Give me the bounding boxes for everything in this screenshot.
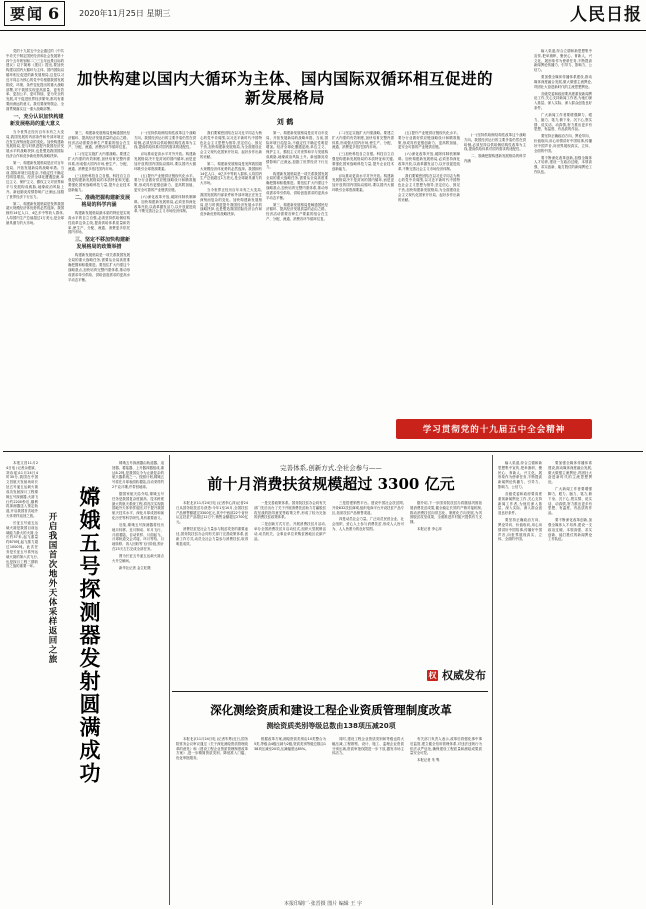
section-divider	[3, 451, 643, 452]
paragraph: 构建新发展格局最本质的特征是实现高水平的自立自强,必须坚持供给侧结构性改革这条主线,提高供给体系质量和效率,使生产、分配、流通、消费更多依托国内市场。	[68, 211, 130, 235]
paragraph: 要不断深化改革创新,加强全媒体人才培养,建设一支政治过硬、本领高强、求实创新、能打胜仗的新闻舆论工作队伍。	[548, 518, 592, 542]
paragraph: 我们要紧密团结在以习近平同志为核心的党中央周围,以习近平新时代中国特色社会主义思想为指导,坚定信心、鼓足干劲,加快构建新发展格局,为全面建设社会主义现代化国家开好局、起好步作出新的贡献。	[398, 173, 460, 202]
section-badge	[4, 1, 65, 26]
paragraph: (五)提升产业链供应链现代化水平。要分行业做好供应链战略设计和精准施策,形成具有更强创新力、更高附加值、更安全可靠的产业链供应链。	[134, 173, 196, 193]
sub-heading: 三、坚定不移加快构建新发展格局的政策举措	[75, 237, 130, 251]
paragraph: 后续,嫦娥五号探测器将经历地月转移、近月制动、环月飞行、月面着陆、自动采样、月面起飞、月球轨道交会对接、环月等待、月地转移、再入回收等飞行阶段,预计在23天左右完成全部任务。	[112, 522, 164, 552]
paragraph: 当今世界正经历百年未有之大变局,我国发展的内部条件和外部环境正在发生深刻而复杂的变化。加快构建新发展格局,是与时俱进提升我国经济发展水平的战略抉择,也是塑造我国国际经济合作和竞争新优势的战略抉择。	[6, 129, 64, 159]
paragraph: 四是动员社会力量。广泛动员民营企业、社会组织、爱心人士参与消费扶贫,形成人人皆可为、人人皆愿为的良好氛围。	[332, 517, 404, 532]
paragraph: 要加强全媒体传播体系建设,推动媒体深度融合发展,做大做强主流舆论,巩固壮大奋进新时代的主流思想舆论。	[548, 461, 592, 485]
paragraph: 嫦娥五号探测器由轨道器、返回器、着陆器、上升器四器组成,重达8.2吨,是我国迄今为止最复杂的航天器系统之一。按照计划,嫦娥五号将在月球表面软着陆,自动采样约2千克月壤,并带回地球。	[112, 461, 164, 490]
poverty-column-4	[410, 501, 482, 661]
bottom-right-column-1	[498, 461, 542, 891]
authority-release-badge	[427, 667, 486, 683]
paragraph: (六)深化改革开放,破除体制机制障碍。加快构建新发展格局,必须坚持深化改革开放,以改革激发活力,以开放促进改革,不断完善社会主义市场经济体制。	[398, 152, 460, 171]
paragraph: 本报文昌11月24日电 (记者余建斌、刘诗瑶)11月24日4时30分,我国在中国文昌航天发射场用长征五号遥五运载火箭成功发射探月工程嫦娥五号探测器,火箭飞行约2200秒后,顺利将探测器送入预定轨道,开启我国首次地外天体采样返回之旅。	[6, 461, 38, 519]
red-banner: 学习贯彻党的十九届五中全会精神	[396, 419, 592, 439]
paragraph: (四)推动更高水平对外开放。构建新发展格局决不是封闭的国内循环,而是更加开放的国内国际双循环,要以国内大循环吸引全球资源要素。	[134, 152, 196, 171]
section-label: 要闻	[10, 5, 45, 23]
lead-column-6	[332, 131, 394, 444]
bottom-right-column-2	[548, 461, 592, 891]
paragraph: 二、准确把握构建新发展格局的科学内涵	[464, 154, 526, 164]
lead-column-8	[464, 131, 526, 401]
lead-column-4	[200, 131, 262, 444]
masthead	[0, 0, 646, 31]
paragraph: 消费扶贫是社会力量参与脱贫攻坚的重要途径,国务院扶贫办会同有关部门完善政策体系,创新工作方式,动员全社会力量参与消费扶贫,取得明显成效。	[176, 527, 248, 546]
paragraph: 长征五号遥五运载火箭是我国目前运载能力最大的火箭,全长约57米,起飞重量约870吨,起飞推力超过1000吨。此次任务是长征五号系列运载火箭的第六次飞行,也是探月工程三期收官之战的重要一环。	[6, 520, 38, 569]
column-rule-right	[492, 455, 493, 905]
authority-label: 权威发布	[442, 669, 486, 682]
sub-heading: 二、准确把握构建新发展格局的科学内涵	[75, 194, 130, 209]
lead-column-5	[266, 131, 328, 444]
paragraph: 输入渠道,综合立德和新思想集中宣传,把举旗帜、聚民心、育新人、兴文化、展形象作为使命任务,不断提高新闻舆论传播力、引导力、影响力、公信力。	[534, 49, 592, 73]
paragraph: 根据改革方案,测绘资质类别由10类整合为5类,等级由4级压减为2级,资质类别等级总数由138项压减至20项,压减幅度达85%。	[254, 737, 326, 751]
page-footer-credit: 本报印刷厂·张晋摄 图片 编辑 王 宇	[284, 901, 362, 907]
lead-column-7	[398, 131, 460, 444]
survey-column-3	[332, 737, 404, 897]
poverty-kicker: 完善体系,创新方式,全社会参与——	[280, 464, 382, 472]
paper-name: 人民日报	[570, 5, 642, 25]
survey-column-2	[254, 737, 326, 897]
paragraph: (六)深化改革开放,破除体制机制障碍。加快构建新发展格局,必须坚持深化改革开放,以改革激发活力,以开放促进改革,不断完善社会主义市场经济体制。	[134, 194, 196, 214]
paragraph: 各级党委和政府要高度重视新闻舆论工作,关心支持新闻工作者,为他们深入基层、深入实际、深入群众创造良好条件。	[498, 491, 542, 516]
change-vertical-title: 嫦娥五号探测器发射圆满成功	[77, 486, 102, 785]
paragraph: 我们要紧密团结在以习近平同志为核心的党中央周围,以习近平新时代中国特色社会主义思想为指导,坚定信心、鼓足干劲,加快构建新发展格局,为全面建设社会主义现代化国家开好局、起好步作出新的贡献。	[200, 131, 262, 160]
paragraph: 要不断深化改革创新,加强全媒体人才培养,建设一支政治过硬、本领高强、求实创新、能打胜仗的新闻舆论工作队伍。	[534, 155, 592, 175]
byline: 本报记者 朱 隽	[417, 758, 440, 763]
paragraph: (三)加快科技自立自强。科技自立自强是构建新发展格局的本质特征和关键,要强化国家战略科技力量,提升企业技术创新能力。	[68, 173, 130, 193]
paragraph: 构建新发展格局是一项关系我国发展全局的重大战略任务,需要从全局高度准确把握和积极推进。要扭住扩大内需这个战略基点,加快培育完整内需体系,推动形成需求牵引供给、供给创造需求的更高水平动态平衡。	[68, 253, 130, 282]
paragraph: 有关部门负责人表示,改革后将强化事中事后监管,建立健全信用管理体系,对违法违规行为依法从严惩处,确保建设工程质量和测绘成果质量安全可控。	[410, 737, 482, 756]
sub-heading: 一、充分认识加快构建新发展格局的重大意义	[9, 113, 64, 127]
change-column-2	[112, 461, 164, 891]
change-vertical-subtitle: 开启我国首次地外天体采样返回之旅	[47, 512, 57, 664]
page-body	[0, 31, 646, 909]
byline: 本报记者 李心萍	[417, 527, 442, 532]
lead-column-2	[68, 131, 130, 444]
survey-column-1	[176, 737, 248, 897]
paragraph: 要坚持正确政治方向、舆论导向、价值取向,用心用情讲好中国故事,传播好中国声音,向世界展现真实、立体、全面的中国。	[534, 134, 592, 153]
survey-column-4	[410, 737, 482, 887]
section-number: 6	[48, 4, 60, 23]
paragraph: 三是搭建销售平台。建设中国社会扶贫网,开设832扶贫商城,组织电商平台开设扶贫产品专区,拓宽扶贫产品销售渠道。	[332, 501, 404, 515]
lead-column-3	[134, 131, 196, 444]
poverty-column-3	[332, 501, 404, 683]
paragraph: (二)坚定实施扩大内需战略。要建立扩大内需的有效制度,加快培育完整内需体系,形成强大国内市场,使生产、分配、流通、消费更多依托国内市场。	[68, 152, 130, 171]
paragraph: 第二、构建新发展格局是发挥我国超大规模经济体优势的必然选择。我国拥有14亿人口、4亿多中等收入群体,人均国内生产总值超过1万美元,是全球最具潜力的大市场。	[200, 161, 262, 186]
lead-column-1	[6, 49, 64, 444]
paragraph: (三)加快科技自立自强。科技自立自强是构建新发展格局的本质特征和关键,要强化国家战略科技力量,提升企业技术创新能力。	[332, 152, 394, 171]
paragraph: 广大新闻工作者要增强脚力、眼力、脑力、笔力,俯下身、沉下心,察实情、说实话、动真情,努力推出更多有思想、有温度、有品质的作品。	[548, 487, 592, 516]
change-column-1	[6, 461, 38, 891]
paragraph: (五)提升产业链供应链现代化水平。要分行业做好供应链战略设计和精准施策,形成具有更强创新力、更高附加值、更安全可靠的产业链供应链。	[398, 131, 460, 150]
paragraph: 党的十九届五中全会通过的《中共中央关于制定国民经济和社会发展第十四个五年规划和二〇三五年远景目标的建议》以下简称《建议》提出,要加快构建以国内大循环为主体、国内国际双循环相互促进的新发展格局,这是以习近平同志为核心的党中央根据我国发展阶段、环境、条件变化提出的重大战略部署,对于我国实现更高质量、更有效率、更加公平、更可持续、更为安全的发展,对于促进世界经济繁荣,都具有重要而深远的意义。我们要深刻领会、全面贯彻落实这一重大战略部署。	[6, 49, 64, 111]
paragraph: 第三、构建新发展格局是畅通国民经济循环、提高经济发展质量的必由之路。经济活动需要各种生产要素的组合在生产、分配、流通、消费各环节循环往复。	[68, 131, 130, 150]
paragraph: 输入渠道,综合立德和新思想集中宣传,把举旗帜、聚民心、育新人、兴文化、展形象作为使命任务,不断提高新闻舆论传播力、引导力、影响力、公信力。	[498, 461, 542, 490]
paragraph: 第一、构建新发展格局是应对百年变局、开拓发展新局的战略举措。当前,国际环境日趋复杂,不稳定性不确定性明显增加。经济全球化遭遇逆流,单边主义、保护主义、霸权主义对世界和平与发展构成威胁,地缘政治风险上升。新冠肺炎疫情影响广泛深远,加剧了世界经济下行压力。	[266, 131, 328, 169]
paragraph: 本报北京11月24日电 (记者朱隽)近日,国务院常务会议审议通过《关于深化测绘资质管理改革的意见》和《建设工程企业资质管理制度改革方案》,进一步精简资质类别、降低准入门槛、优化审批服务。	[176, 737, 248, 761]
paragraph: 一是完善政策体系。国务院扶贫办会同有关部门先后出台了关于开展消费扶贫助力打赢脱贫攻坚战的指导意见等政策文件,形成了较为完备的消费扶贫政策体系。	[254, 501, 326, 520]
paragraph: 当今世界正经历百年未有之大变局,我国发展的内部条件和外部环境正在发生深刻而复杂的变化。加快构建新发展格局,是与时俱进提升我国经济发展水平的战略抉择,也是塑造我国国际经济合作和竞争新优势的战略抉择。	[200, 188, 262, 217]
paragraph: 广大新闻工作者要增强脚力、眼力、脑力、笔力,俯下身、沉下心,察实情、说实话、动真情,努力推出更多有思想、有温度、有品质的作品。	[534, 112, 592, 132]
survey-subheadline: 测绘资质类别等级总数由138项压减20项	[266, 722, 396, 730]
paragraph: 第二、构建新发展格局是发挥我国超大规模经济体优势的必然选择。我国拥有14亿人口、4亿多中等收入群体,人均国内生产总值超过1万美元,是全球最具潜力的大市场。	[6, 201, 64, 225]
poverty-column-1	[176, 501, 248, 683]
paragraph: 第三、构建新发展格局是畅通国民经济循环、提高经济发展质量的必由之路。经济活动需要各种生产要素的组合在生产、分配、流通、消费各环节循环往复。	[266, 202, 328, 222]
mid-divider	[172, 691, 488, 692]
paragraph: 各级党委和政府要高度重视新闻舆论工作,关心支持新闻工作者,为他们深入基层、深入实际、深入群众创造良好条件。	[534, 91, 592, 111]
paragraph: 第一、构建新发展格局是应对百年变局、开拓发展新局的战略举措。当前,国际环境日趋复杂,不稳定性不确定性明显增加。经济全球化遭遇逆流,单边主义、保护主义、霸权主义对世界和平与发展构成威胁,地缘政治风险上升。新冠肺炎疫情影响广泛深远,加剧了世界经济下行压力。	[6, 160, 64, 199]
paragraph: 本报北京11月24日电 (记者李心萍)记者24日从国务院扶贫办获悉:今年1至10月,全国扶贫产品销售额超过3300亿元,其中中西部22个省份认定扶贫产品超过12万个,销售金额超过2700亿元。	[176, 501, 248, 525]
photo-credit: 新华社记者 金立旺摄	[119, 565, 151, 570]
paragraph: 据国家航天局介绍,嫦娥五号任务是我国复杂度最高、技术跨度最大的航天系统工程,将首次实现我国地外天体采样返回,对于提升我国航天技术水平、深化月球成因和演化历史等科学研究,具有重要意义。	[112, 491, 164, 521]
paragraph: (一)坚持供给侧结构性改革这个战略方向。我国经济运行的主要矛盾仍然在供给侧,必须坚持以供给侧结构性改革为主线,提高供给体系对国内需求的适配性。	[464, 133, 526, 152]
lead-byline: 刘 鹤	[276, 118, 294, 126]
paragraph: (一)坚持供给侧结构性改革这个战略方向。我国经济运行的主要矛盾仍然在供给侧,必须坚持以供给侧结构性改革为主线,提高供给体系对国内需求的适配性。	[134, 131, 196, 150]
paragraph: 二是创新方式方法。开展消费扶贫月活动,举办全国消费扶贫月启动仪式,组织大型展销活动,动员机关、企事业单位采购贫困地区农副产品。	[254, 522, 326, 541]
photo-caption: 图为长征五号遥五运载火箭点火升空瞬间。	[112, 553, 164, 563]
publication-date: 2020年11月25日 星期三	[79, 9, 171, 18]
paragraph: 同时,建设工程企业资质类别和等级也将大幅压减,工程勘察、设计、施工、监理企业资质分别压减,资质审批权限进一步下放,激发市场主体活力。	[332, 737, 404, 756]
lead-headline: 加快构建以国内大循环为主体、国内国际双循环相互促进的新发展格局	[76, 69, 493, 108]
poverty-column-2	[254, 501, 326, 683]
authority-mark-icon: 权	[428, 669, 437, 680]
paragraph: 据介绍,下一步国务院扶贫办将继续巩固拓展消费扶贫成果,健全稳定长效的产销对接机制,推动消费扶贫向常态化、制度化方向发展,为巩固脱贫攻坚成果、全面推进乡村振兴提供有力支撑。	[410, 501, 482, 525]
paragraph: 要加强全媒体传播体系建设,推动媒体深度融合发展,做大做强主流舆论,巩固壮大奋进新时代的主流思想舆论。	[534, 75, 592, 89]
right-rail-column	[534, 49, 592, 409]
survey-headline: 深化测绘资质和建设工程企业资质管理制度改革	[210, 703, 452, 717]
poverty-headline: 前十月消费扶贫规模超过 3300 亿元	[207, 475, 455, 493]
paragraph: 构建新发展格局是一项关系我国发展全局的重大战略任务,需要从全局高度准确把握和积极推进。要扭住扩大内需这个战略基点,加快培育完整内需体系,推动形成需求牵引供给、供给创造需求的更高水平动态平衡。	[266, 171, 328, 200]
paragraph: (二)坚定实施扩大内需战略。要建立扩大内需的有效制度,加快培育完整内需体系,形成强大国内市场,使生产、分配、流通、消费更多依托国内市场。	[332, 131, 394, 150]
column-rule-left	[169, 455, 170, 905]
paragraph: 要坚持正确政治方向、舆论导向、价值取向,用心用情讲好中国故事,传播好中国声音,向世界展现真实、立体、全面的中国。	[498, 518, 542, 542]
paragraph: (四)推动更高水平对外开放。构建新发展格局决不是封闭的国内循环,而是更加开放的国内国际双循环,要以国内大循环吸引全球资源要素。	[332, 173, 394, 193]
